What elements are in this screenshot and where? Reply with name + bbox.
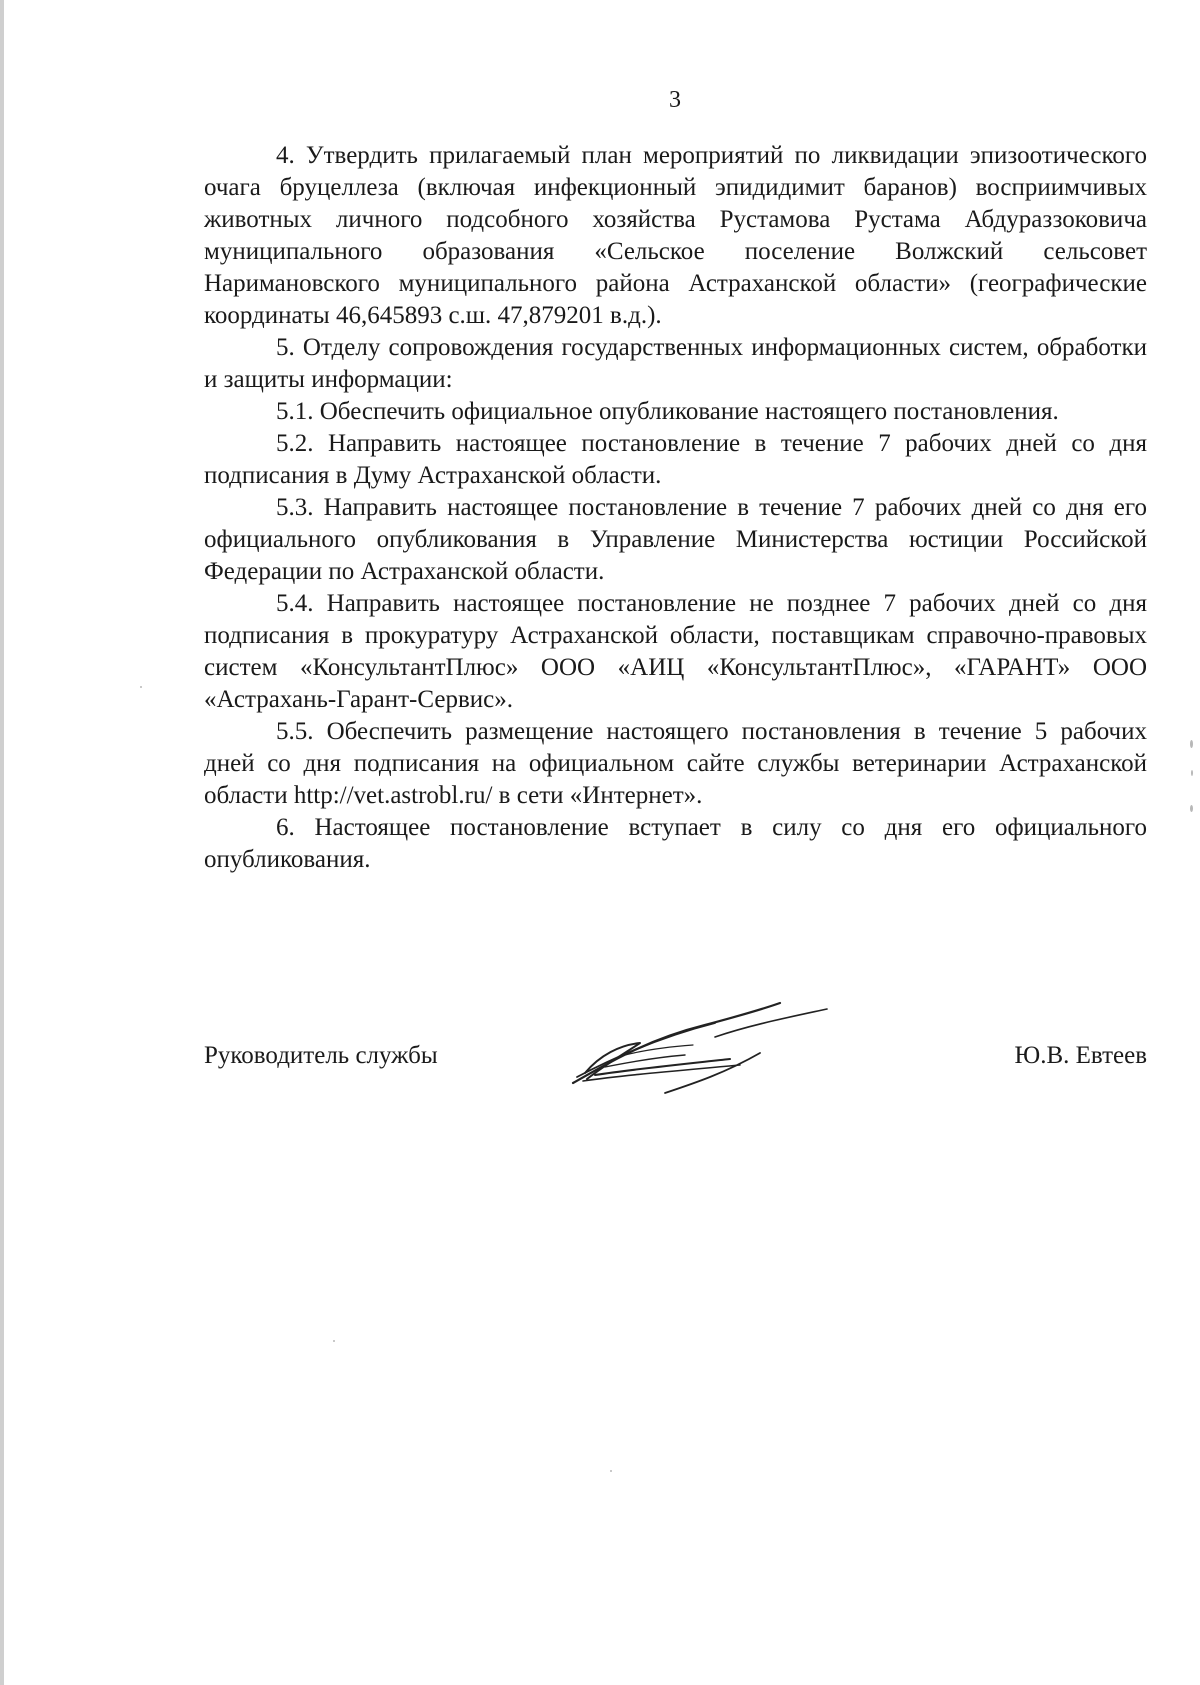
scan-speck — [140, 686, 142, 688]
paragraph-5: 5. Отделу сопровождения государственных информационных систем, обработки и защиты информации: — [204, 334, 1147, 393]
scan-speck — [1190, 805, 1193, 812]
paragraph-5-1: 5.1. Обеспечить официальное опубликование настоящего постановления. — [276, 398, 1059, 425]
scan-speck — [1191, 770, 1193, 776]
page-edge-shadow — [0, 0, 4, 1685]
document-body — [204, 140, 1147, 876]
paragraph-5-3: 5.3. Направить настоящее постановление в течение 7 рабочих дней со дня его официального опубликования в Управление Министерства юстиции Российской Федерации по Астраханской области. — [204, 494, 1147, 585]
scan-speck — [333, 1340, 335, 1342]
paragraph-5-4: 5.4. Направить настоящее постановление не позднее 7 рабочих дней со дня подписания в прокуратуру Астраханской области, поставщикам справочно-правовых систем «КонсультантПлюс» ООО «АИЦ «КонсультантПлюс», «ГАРАНТ» ООО «Астрахань-Гарант-Сервис». — [204, 590, 1147, 713]
paragraph-5-2: 5.2. Направить настоящее постановление в течение 7 рабочих дней со дня подписания в Думу Астраханской области. — [204, 430, 1147, 489]
page-number: 3 — [669, 87, 681, 113]
signatory-name: Ю.В. Евтеев — [1014, 1042, 1147, 1069]
scan-speck — [610, 1470, 612, 1472]
signatory-title: Руководитель службы — [204, 1042, 438, 1069]
handwritten-signature — [565, 995, 835, 1095]
paragraph-4: 4. Утвердить прилагаемый план мероприятий по ликвидации эпизоотического очага бруцеллеза (включая инфекционный эпидидимит баранов) восприимчивых животных личного подсобного хозяйства Рустамова Рустама Абдураззоковича муниципального образования «Сельское поселение Волжский сельсовет Наримановского муниципального района Астраханской области» (географические координаты 46,645893 с.ш. 47,879201 в.д.). — [204, 142, 1147, 329]
paragraph-5-5: 5.5. Обеспечить размещение настоящего постановления в течение 5 рабочих дней со дня подписания на официальном сайте службы ветеринарии Астраханской области http://vet.astrobl.ru/ в сети «Интернет». — [204, 718, 1147, 809]
paragraph-6: 6. Настоящее постановление вступает в силу со дня его официального опубликования. — [204, 814, 1147, 873]
scan-speck — [1190, 740, 1193, 748]
